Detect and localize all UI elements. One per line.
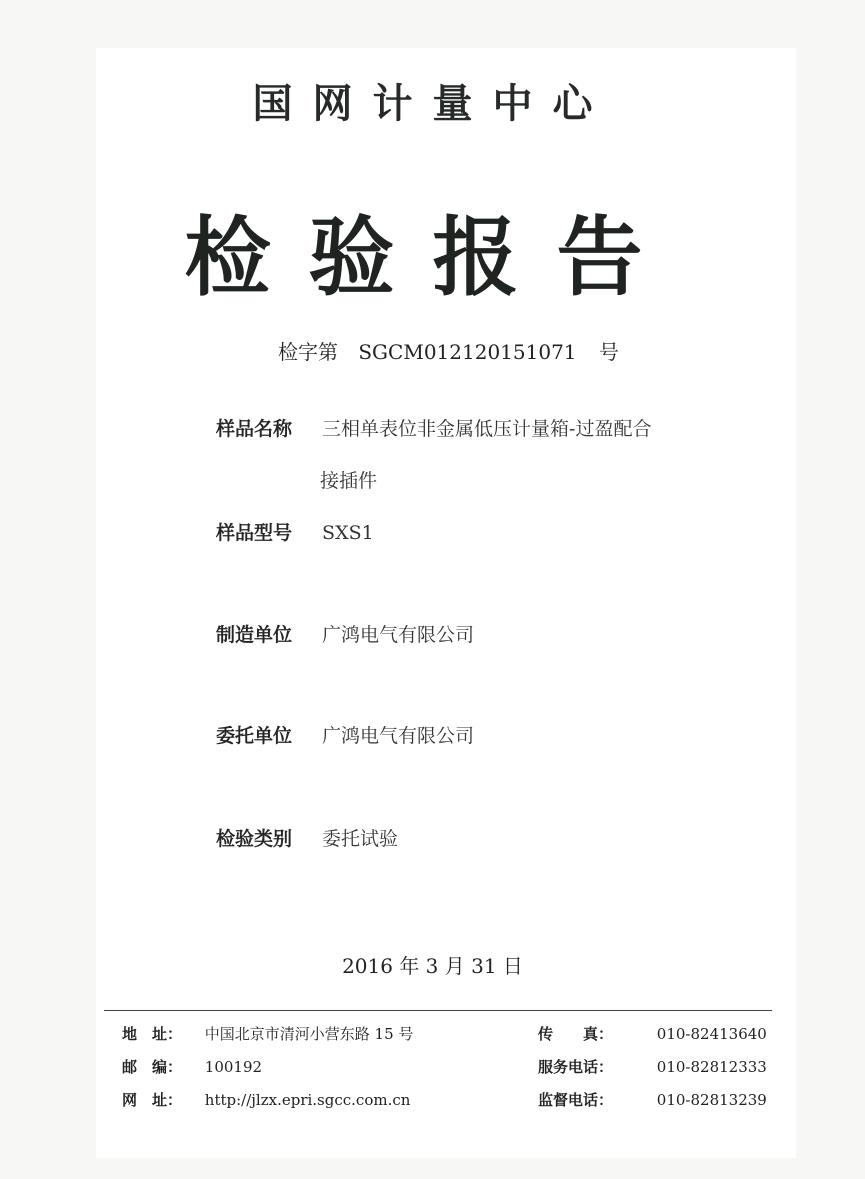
sample-model-label: 样品型号 <box>216 522 293 544</box>
client-row <box>216 721 474 748</box>
organization-name: 国网计量中心 <box>252 81 613 127</box>
address-value: 中国北京市清河小营东路 15 号 <box>204 1025 414 1043</box>
test-type-label: 检验类别 <box>216 828 293 850</box>
manufacturer-label: 制造单位 <box>216 624 293 646</box>
website-label: 网 址： <box>122 1091 183 1109</box>
sample-name-row <box>216 414 651 441</box>
footer-service-phone <box>538 1056 767 1077</box>
address-label: 地 址： <box>122 1025 183 1043</box>
service-phone-value: 010-82812333 <box>656 1058 767 1076</box>
postcode-value: 100192 <box>204 1058 263 1076</box>
manufacturer-row <box>216 620 474 647</box>
sample-model-row <box>216 518 374 545</box>
footer-postcode <box>122 1056 262 1077</box>
supervision-phone-label: 监督电话： <box>538 1091 614 1109</box>
test-type-row <box>216 824 398 851</box>
sample-name-label: 样品名称 <box>216 418 293 440</box>
website-value: http://jlzx.epri.sgcc.com.cn <box>204 1091 411 1109</box>
sample-name-value: 三相单表位非金属低压计量箱-过盈配合 <box>322 418 652 440</box>
sample-model-value: SXS1 <box>322 522 374 544</box>
footer-supervision-phone <box>538 1089 767 1110</box>
client-label: 委托单位 <box>216 725 293 747</box>
fax-value: 010-82413640 <box>656 1025 767 1043</box>
sample-name-value-continued: 接插件 <box>320 470 378 492</box>
report-number-suffix: 号 <box>598 340 619 364</box>
report-number-prefix: 检字第 <box>278 340 338 364</box>
report-title: 检验报告 <box>184 208 681 308</box>
fax-label: 传 真： <box>538 1025 614 1043</box>
manufacturer-value: 广鸿电气有限公司 <box>322 624 475 646</box>
test-type-value: 委托试验 <box>322 828 399 850</box>
postcode-label: 邮 编： <box>122 1058 183 1076</box>
report-date: 2016 年 3 月 31 日 <box>342 954 523 978</box>
footer-website <box>122 1089 410 1110</box>
report-number <box>278 336 619 365</box>
client-value: 广鸿电气有限公司 <box>322 725 475 747</box>
report-number-code: SGCM012120151071 <box>358 340 577 364</box>
service-phone-label: 服务电话： <box>538 1058 614 1076</box>
footer-divider <box>104 1010 772 1011</box>
footer-address <box>122 1023 413 1044</box>
footer-fax <box>538 1023 767 1044</box>
supervision-phone-value: 010-82813239 <box>656 1091 767 1109</box>
